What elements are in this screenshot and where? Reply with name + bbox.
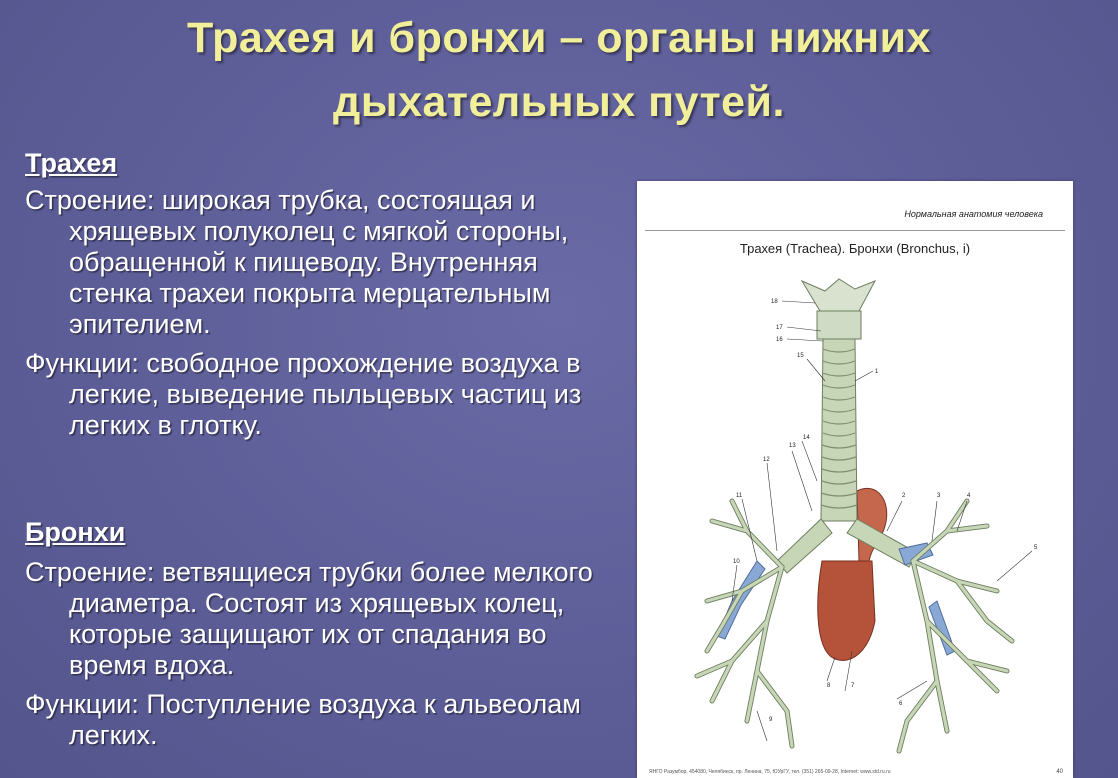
cricoid-shape: [817, 311, 861, 339]
label-4: 4: [967, 493, 971, 499]
label-10: 10: [733, 559, 740, 565]
label-14: 14: [803, 435, 810, 441]
label-13: 13: [789, 443, 796, 449]
label-16: 16: [776, 337, 783, 343]
trachea-section: [25, 148, 625, 441]
label-7: 7: [851, 683, 855, 689]
esophagus-shape: [818, 561, 875, 660]
title-line-1: Трахея и бронхи – органы нижних: [187, 14, 931, 62]
label-8: 8: [827, 683, 831, 689]
label-12: 12: [763, 457, 770, 463]
left-vessel: [717, 561, 765, 639]
anatomy-figure: [637, 181, 1073, 778]
title-line-2: дыхательных путей.: [333, 78, 785, 126]
label-3: 3: [937, 493, 941, 499]
figure-caption: Трахея (Trachea). Бронхи (Bronchus, i): [739, 241, 971, 256]
label-2: 2: [902, 493, 906, 499]
larynx-shape: [802, 279, 875, 311]
trachea-tube: [821, 339, 857, 521]
figure-footer: ЯНГО Разумбор, 454080, Челябинск, пр. Ленина, 75, ЮУрГУ, тел. (351) 265-09-28, Internet: www.std.ru.ru: [649, 769, 891, 775]
label-6: 6: [899, 701, 903, 707]
bronchi-functions: Функции: Поступление воздуха к альвеолам легких.: [25, 689, 581, 750]
trachea-functions: Функции: свободное прохождение воздуха в легкие, выведение пыльцевых частиц из легких в глотку.: [25, 348, 582, 440]
bronchi-structure: Строение: ветвящиеся трубки более мелкого диаметра. Состоят из хрящевых колец, которые защищают их от спадания во время вдоха.: [25, 557, 593, 680]
label-5: 5: [1034, 545, 1038, 551]
slide-title: [0, 6, 1118, 134]
label-15: 15: [797, 353, 804, 359]
trachea-heading: Трахея: [25, 148, 118, 178]
trachea-structure: Строение: широкая трубка, состоящая и хрящевых полуколец с мягкой стороны, обращенной к пищеводу. Внутренняя стенка трахеи покрыта мерцательным эпителием.: [25, 185, 569, 339]
book-title: Нормальная анатомия человека: [904, 209, 1043, 219]
trachea-bronchi-illustration: [637, 181, 1073, 778]
bronchi-section: [25, 517, 625, 751]
label-11: 11: [736, 493, 743, 499]
label-17: 17: [776, 325, 783, 331]
left-bronchial-tree: [697, 501, 792, 746]
label-9: 9: [769, 717, 773, 723]
label-18: 18: [771, 299, 778, 305]
bronchi-heading: Бронхи: [25, 517, 126, 547]
label-1: 1: [875, 369, 879, 375]
page-number: 40: [1056, 769, 1063, 775]
